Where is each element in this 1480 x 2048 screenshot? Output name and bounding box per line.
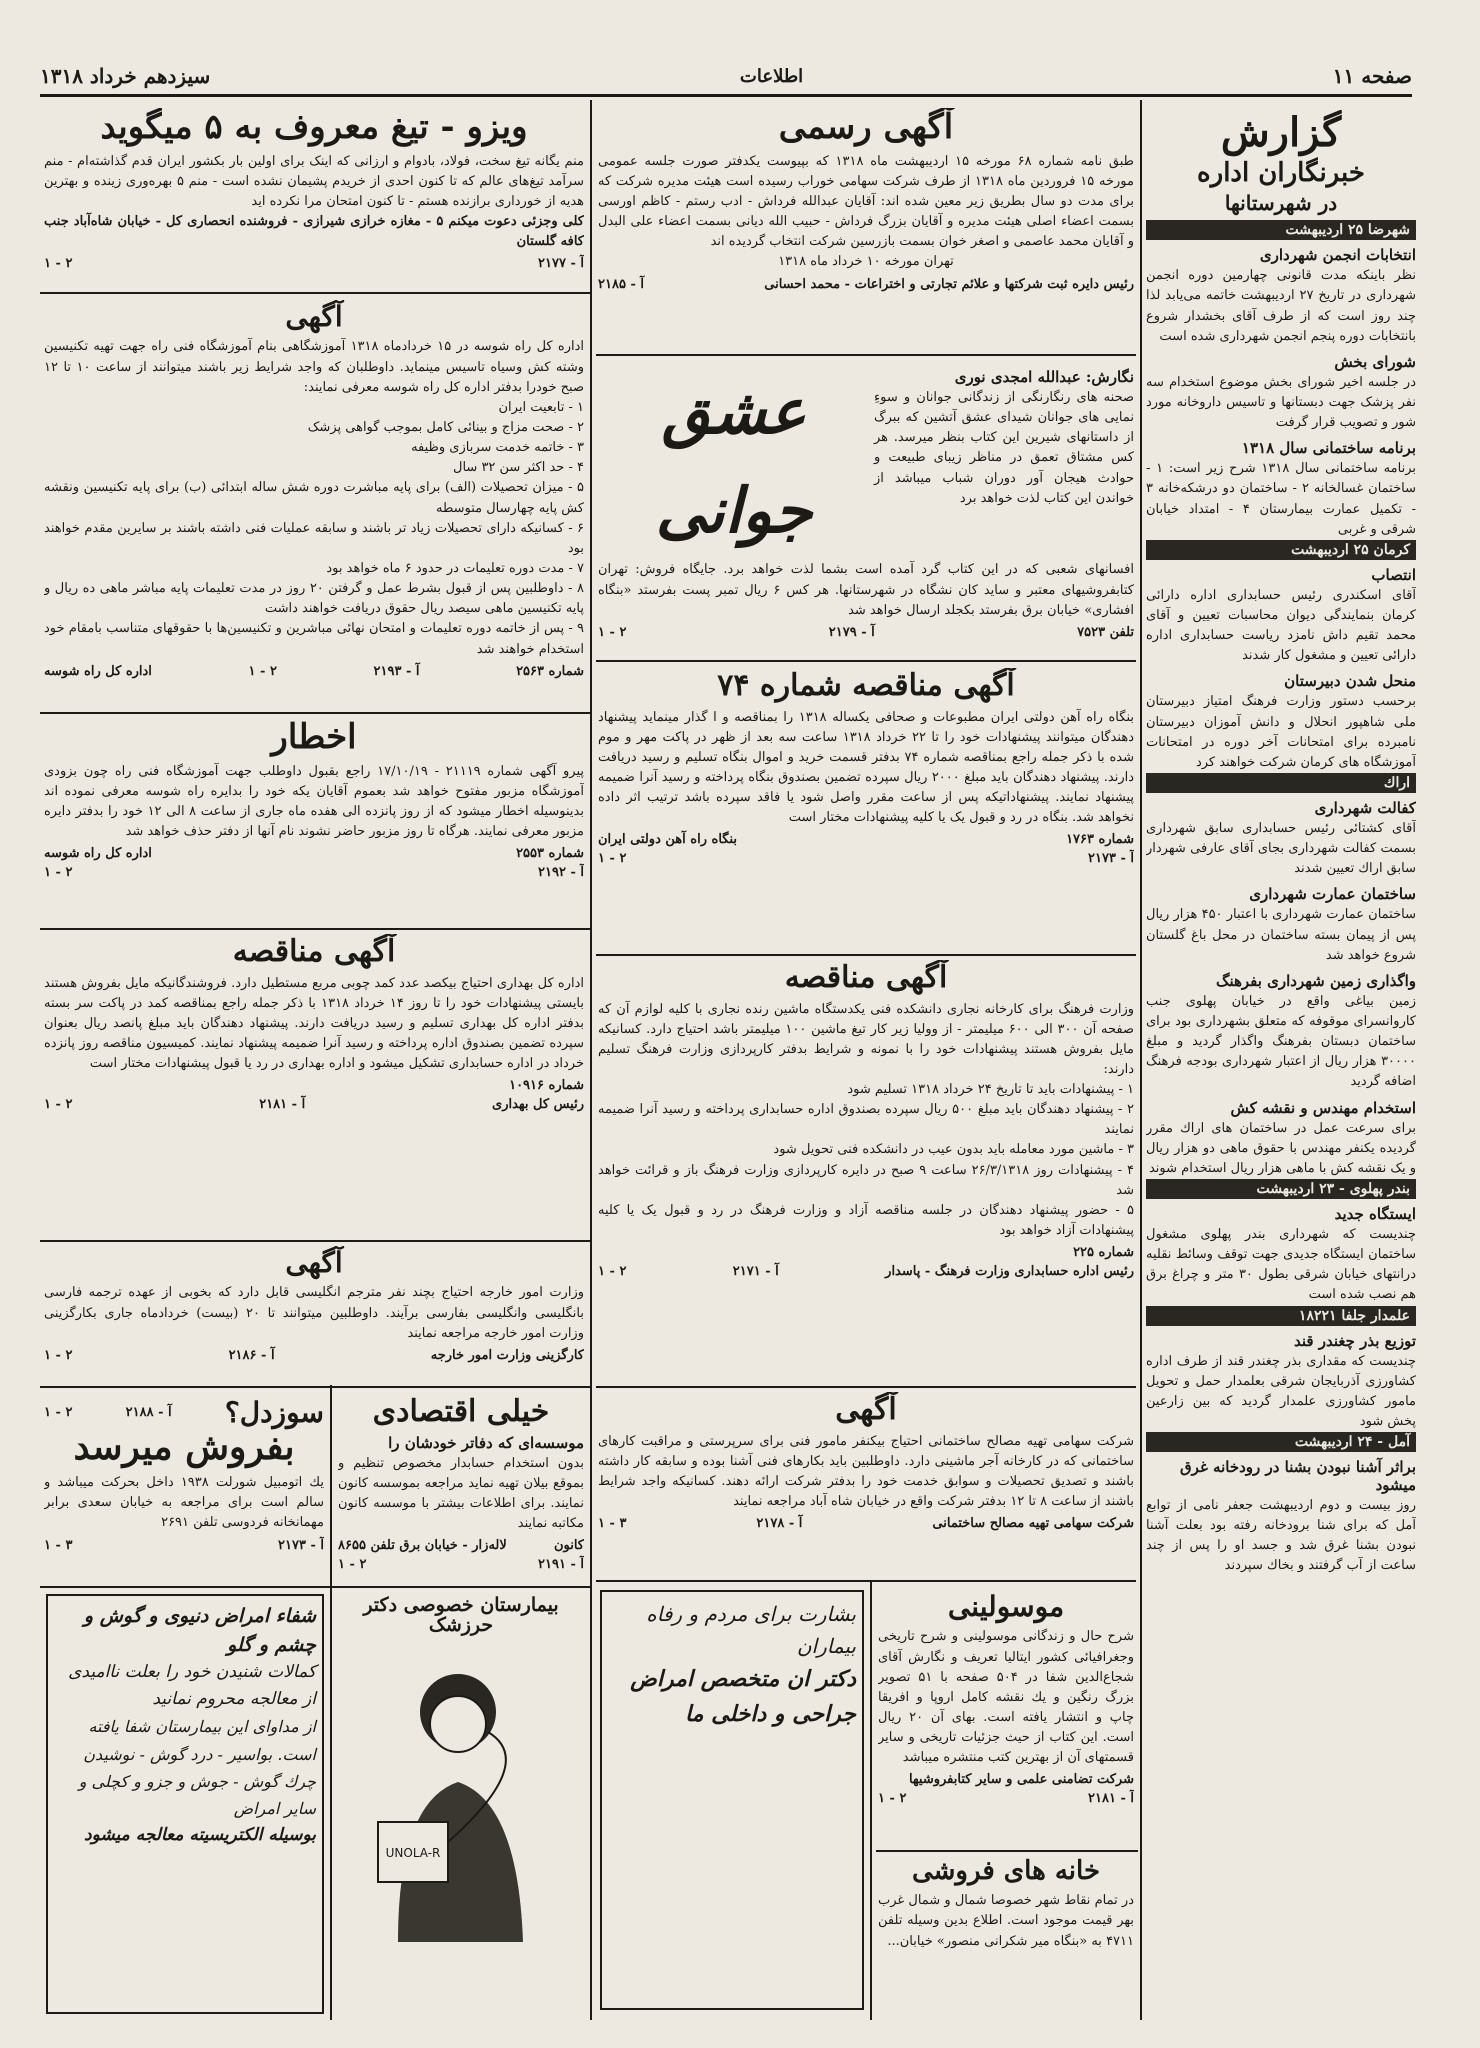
warning-signer: اداره کل راه شوسه (44, 846, 152, 862)
column-rule (590, 100, 592, 1390)
railway-signer: بنگاه راه آهن دولتی ایران (598, 832, 738, 848)
accounting-subtitle: موسسه‌ای که دفاتر خودشان را (388, 1433, 584, 1452)
ear-clinic-text: از مداوای این بیمارستان شفا یافته است. بواسیر - درد گوش - نوشیدن چرك گوش - جوش و جزو و کچلی و سایر امراض (78, 1717, 316, 1818)
book-run: ۲ - ۱ (598, 624, 627, 640)
report-section-text: برنامه ساختمانی سال ۱۳۱۸ شرح زیر است: ۱ - ساختمان غسالخانه ۲ - ساختمان دو درشکه‌خانه ۳ - تکمیل عمارت بیمارستان ۴ - امتداد خیابان شرقی و غربی (1146, 461, 1416, 537)
accounting-run: ۲ - ۱ (338, 1557, 367, 1573)
report-section-title: واگذاری زمین شهرداری بفرهنگ (1216, 971, 1416, 990)
materials-text: شرکت سهامی تهیه مصالح ساختمانی احتیاج بیکنفر مامور فنی برای سرپرستی و مراقبت کارهای ساختمانی که در کارخانه آجر ماشینی دارد. داوطلبین باید بکارهای فنی آشنا بوده و سابقه کار داشته باشند و تصدیق تحصیلات و سوابق خدمت خود را بدفتر شرکت ارائه دهند. کسانیکه واجد شرایط باشند از ساعت ۸ تا ۱۲ بدفتر شرکت واقع در خیابان شاه آباد مراجعه نمایند (598, 1433, 1134, 1509)
warning-run: ۲ - ۱ (44, 865, 73, 881)
book-author: نگارش: عبدالله امجدی نوری (954, 368, 1134, 386)
roads-item: ۵ - میزان تحصیلات (الف) برای پایه مباشرت دوره شش ساله ابتدائی (ب) برای پایه تکنیسین ونقشه کش پایه چهارسال متوسطه (44, 480, 584, 516)
book-blurb: صحنه های رنگارنگی از زندگانی جوانان و سوءِ نمایی های جوانان شیدای عشق آتشین که ببرگ از داستانهای شیرین این کتاب بنظر میرسد. هر کس مشتاق تعمق در مناظر زیبای طبیعت و حوادث هیجان آور دوران شباب میباشد از خواندن این کتاب لذت خواهد برد (874, 390, 1134, 506)
section-rule (40, 928, 590, 930)
book-distribution: افسانهای شعبی که در این کتاب گرد آمده است بشما لذت خواهد برد. جایگاه فروش: تهران کتابفروشیهای معتبر و ساید کان نشگاه در شهرستانها. هر کس ۶ ریال تمبر پست بفرستد «بنگاه افشاری» خیابان برق بفرستد بکجلد ارسال خواهد شد (598, 562, 1134, 618)
warning-number: شماره ۲۵۵۳ (516, 846, 584, 862)
ear-clinic-subslogan: کمالات شنیدن خود را بعلت ناامیدی از معالجه محروم نمانید (68, 1662, 316, 1710)
report-section-title: ایستگاه جدید (1334, 1204, 1416, 1223)
report-dateline: کرمان ۲۵ اردیبهشت (1146, 540, 1416, 560)
accounting-brand: کانون (553, 1538, 584, 1554)
foreign-code: آ - ۲۱۸۶ (228, 1347, 275, 1363)
header-page-number: صفحه ۱۱ (1332, 64, 1412, 88)
official-notice (598, 108, 1134, 348)
mussolini-text: شرح حال و زندگانی موسولینی و شرح تاریخی وجغرافیائی کشور ایتالیا تعریف و نگارش آقای شجاع‌الدین شفا در ۵۰۴ صفحه با ۵۱ تصویر بزرگ رنگین و یك نقشه کامل اروپا و افریقا چاپ و انتشار یافته است. بهای آن ۲۰ ریال است. این کتاب از حیث جزئیات تاریخی و سایر قسمتهای آن از بهترین کتب منتشره میباشد (878, 1629, 1134, 1766)
ear-clinic-slogan: شفاء امراض دنیوی و گوش و چشم و گلو (83, 1605, 316, 1656)
razor-ad (44, 108, 584, 278)
mussolini-run: ۲ - ۱ (878, 1791, 907, 1807)
railway-run: ۲ - ۱ (598, 851, 627, 867)
roads-text: اداره کل راه شوسه در ۱۵ خردادماه ۱۳۱۸ آموزشگاهی بنام آموزشگاه فنی راه جهت تهیه تکنیسین وشته کش وسیاه تاسیس مینماید. داوطلبان که واجد شرایط زیر باشند میتوانند از ساعت ۱۰ تا ۱۲ صبح خودرا بدفتر اداره کل راه شوسه معرفی نمایند: (44, 339, 584, 395)
houses-title: خانه های فروشی (911, 1856, 1101, 1886)
warning-title: اخطار (271, 718, 357, 757)
book-title: عشق جوانی (655, 375, 813, 548)
railway-tender (598, 668, 1134, 948)
culture-text: وزارت فرهنگ برای کارخانه نجاری دانشکده فنی یکدستگاه ماشین رنده نجاری با کلیه لوازم آن که صفحه آن ۳۰۰ الی ۶۰۰ میلیمتر - از وولیا زیر کار تیغ ماشین ۱۰۰ میلیمتر باشد احتیاج دارد. کسانیکه مایل بفروش هستند پیشنهادات خود را با نمونه و شرایط بدفتر کارپردازی وزارت فرهنگ تسلیم دارند: (598, 1001, 1134, 1077)
roads-title: آگهی (285, 300, 343, 333)
materials-run: ۳ - ۱ (598, 1516, 627, 1532)
mussolini-title: موسولینی (947, 1590, 1065, 1623)
roads-item: ۹ - پس از خاتمه دوره تعلیمات و امتحان نهائی مباشرین و تکنیسین‌ها با حقوقهای متناسب بامقام خود استخدام خواهند شد (44, 621, 584, 657)
roads-item: ۷ - مدت دوره تعلیمات در حدود ۶ ماه خواهد بود (326, 560, 584, 576)
official-text: طبق نامه شماره ۶۸ مورخه ۱۵ اردیبهشت ماه ۱۳۱۸ که بپیوست یکدفتر صورت جلسه عمومی مورخه ۱۵ فروردین ماه ۱۳۱۸ از طرف شرکت سهامی خوراب رسیده است هیئت مدیره شرکت که برای مدت دو سال بطریق زیر معین شده اند: آقایان عبدالله فرداش - ادب رستم - کاظم اورسی بسمت اعضاء اصلی هیئت مدیره و آقایان بزرگ فرداش - حبیب الله دیانی بسمت اعضاء علی البدل و آقایان محمد عاصمی و اصغر خوان بسمت بازرسین شرکت انتخاب گردیده اند (598, 153, 1134, 250)
section-rule (596, 660, 1136, 662)
roads-item: ۳ - خاتمه خدمت سربازی وظیفه (411, 440, 584, 456)
clinic-line-2: دکتر ان متخصص امراض جراحی و داخلی ما (630, 1666, 856, 1728)
culture-number: شماره ۲۲۵ (1073, 1245, 1134, 1261)
houses-ad (878, 1856, 1134, 2011)
railway-text: بنگاه راه آهن دولتی ایران مطبوعات و صحافی یکساله ۱۳۱۸ را بمناقصه و ا گذار مینماید پیشنهاد دهندگان میتوانند پیشنهادات خود را تا ۲۲ خرداد ۱۳۱۸ ساعت سه بعد از ظهر در پاکت مهر و موم شده با ذکر جمله راجع بمناقصه شماره ۷۴ بدفتر قسمت خرید و اموال بنگاه تسلیم و رسید دریافت دارند. پیشنهاد دهندگان باید مبلغ ۲۰۰۰ ریال سپرده تضمین بصندوق بنگاه پرداخته و رسید آنرا ضمیمه پیشنهاد نمایند. پیشنهاداتیکه پس از ساعت مقرر واصل شود یا فاقد سپرده باشد ترتیب اثر داده نخواهد شد. بنگاه در رد و قبول یک یا کلیه پیشنهادات مختار است (598, 709, 1134, 826)
roads-item: ۴ - حد اکثر سن ۳۲ سال (453, 460, 584, 476)
report-section-text: روز بیست و دوم اردیبهشت جعفر نامی از توابع آمل که برای شنا برودخانه رفته بود بعلت آشنا نبودن بشنا غرق شد و جسد او را پس از چند ساعت از آب گرفتند و بخاك سپردند (1146, 1498, 1416, 1574)
health-tender (44, 934, 584, 1234)
report-section-text: چندیست که شهرداری بندر پهلوی مشغول ساختمان ایستگاه جدیدی جهت توقف وسائط نقلیه درانتهای خیابان شرقی بطول ۳۰ متر و چراغ برق هم نصب شده است (1146, 1226, 1416, 1303)
report-section-title: شورای بخش (1334, 352, 1416, 371)
clinic-line-1: بشارت برای مردم و رفاه بیماران (646, 1602, 856, 1658)
device-label: UNOLA-R (385, 1845, 441, 1860)
report-section-text: چندیست که مقداری بذر چغندر قند از طرف اداره کشاورزی آذربایجان شرقی بعلمدار حمل و تحویل مامور کشاورزی علمدار گردید که بین زارعین پخش شود (1146, 1353, 1416, 1429)
report-dateline: آمل - ۲۴ اردیبهشت (1146, 1432, 1416, 1452)
report-dateline: شهرضا ۲۵ اردیبهشت (1146, 220, 1416, 240)
warning-text: پیرو آگهی شماره ۲۱۱۱۹ - ۱۷/۱۰/۱۹ راجع بقبول داوطلب جهت آموزشگاه فنی راه چون بزودی آموزشگاه مزبور مفتوح خواهد شد بعموم آقایان یکه خود را بدایره راه شوسه معرفی نموده اند بدینوسیله اخطار میشود که از روز پانزده الی هفده ماه جاری از ساعت ۸ الی ۱۲ خود را بدفتر دایره مزبور معرفی نمایند. هرگاه تا روز مزبور حاضر نشوند نام آنها از دفتر حذف خواهد شد (44, 763, 584, 840)
report-section-title: انتصاب (1371, 565, 1416, 584)
official-date: تهران مورخه ۱۰ خرداد ماه ۱۳۱۸ (778, 254, 954, 270)
culture-item: ۳ - ماشین مورد معامله باید بدون عیب در دانشکده فنی تحویل شود (773, 1142, 1134, 1158)
mussolini-ad (878, 1590, 1134, 1845)
razor-code: آ - ۲۱۷۷ (538, 256, 584, 272)
mussolini-seller: شرکت تضامنی علمی و سایر کتابفروشیها (908, 1772, 1134, 1788)
report-title: گزارش (1220, 110, 1342, 156)
razor-text: منم یگانه تیغ سخت، فولاد، بادوام و ارزانی که اینک برای اولین بار بکشور ایران قدم گذاشته‌ام - منم سرآمد تیغ‌های عالم که تا کنون احدی از خریدم پشیمان نشده است - منم ۵ بهره‌وری زینده و بهترین هدیه از خورداری برازنده هستم - تا کنون امتحان مرا نکرده اید (44, 153, 584, 209)
car-sale-headline: بفروش میرسد (73, 1426, 295, 1469)
report-section-title: توزیع بذر چغندر قند (1293, 1331, 1416, 1350)
roads-item: ۲ - صحت مزاج و بینائی کامل بموجب گواهی پزشک (307, 419, 584, 435)
culture-signer: رئیس اداره حسابداری وزارت فرهنگ - پاسدار (885, 1264, 1134, 1280)
header-paper-name: اطلاعات (739, 65, 804, 87)
section-rule (40, 1586, 590, 1588)
materials-title: آگهی (835, 1392, 897, 1427)
report-section-text: زمین بیاغی واقع در خیابان پهلوی جنب کاروانسرای موقوفه که متعلق بشهرداری بود برای ساختمان دبستان بفرهنگ واگذار گردید و مبلغ ۳۰۰۰۰ هزار ریال از اعتبار شهرداری بودجه فرهنگ اضافه گردید (1146, 993, 1416, 1090)
official-title: آگهی رسمی (778, 108, 954, 147)
hospital-ad (338, 1594, 584, 2014)
roads-item: ۱ - تابعیت ایران (498, 399, 584, 415)
roads-item: ۶ - کسانیکه دارای تحصیلات زیاد تر باشند و سابقه عملیات فنی داشته باشند بر سایرین مقدم خواهند بود (44, 520, 584, 556)
roads-signer: اداره کل راه شوسه (44, 663, 152, 679)
section-rule (40, 1240, 590, 1242)
report-section-text: برای سرعت عمل در ساختمان های اراك مقرر گردیده یکنفر مهندس با حقوق ماهی دو هزار ریال و یک نقشه کش با ماهی هزار ریال استخدام شوند (1146, 1120, 1416, 1176)
foreign-text: وزارت امور خارجه احتیاج بچند نفر مترجم انگلیسی قابل دارد که بخوبی از عهده ترجمه فارسی بانگلیسی وانگلیسی بفارسی برآیند. داوطلبین میتوانند تا ۲۰ (بیست) خردادماه جاری بکارگزینی وزارت امور خارجه مراجعه نمایند (44, 1285, 584, 1341)
car-sale-run-2: ۳ - ۱ (44, 1537, 73, 1553)
car-sale-title: سوزدل؟ (224, 1396, 324, 1429)
report-section-text: ساختمان عمارت شهرداری با اعتبار ۴۵۰ هزار ریال پس از پیمان بسته ساختمان در محل باغ گلستان شروع خواهد شد (1146, 907, 1416, 963)
culture-item: ۲ - پیشنهاد دهندگان باید مبلغ ۵۰۰ ریال سپرده بصندوق اداره حسابداری پرداخته و رسید آنرا ضمیمه نمایند (598, 1102, 1134, 1138)
column-rule (870, 1580, 872, 2020)
houses-text: در تمام نقاط شهر خصوصا شمال و شمال غرب بهر قیمت موجود است. اطلاع بدین وسیله تلفن ۴۷۱۱ به «بنگاه میر شکرانی منصور» خیابان... (878, 1893, 1134, 1949)
car-sale-text: یك اتومبیل شورلت ۱۹۳۸ داخل بحرکت میباشد و سالم است برای مراجعه به خیابان سعدی برابر مهمانخانه فردوسی تلفن ۲۶۹۱ (44, 1475, 324, 1531)
warning-notice (44, 718, 584, 923)
roads-code: آ - ۲۱۹۳ (373, 663, 420, 679)
warning-code: آ - ۲۱۹۲ (538, 865, 584, 881)
car-sale-ad (44, 1394, 324, 1582)
report-dateline: بندر پهلوی - ۲۳ اردیبهشت (1146, 1179, 1416, 1199)
official-signer: رئیس دایره ثبت شرکتها و علائم تجارتی و اختراعات - محمد احسانی (764, 276, 1134, 292)
accounting-address: لاله‌زار - خیابان برق تلفن ۸۶۵۵ (338, 1538, 507, 1554)
razor-title: ویزو - تیغ معروف به ۵ میگوید (100, 108, 528, 147)
car-sale-code: آ - ۲۱۸۸ (125, 1405, 172, 1421)
materials-code: آ - ۲۱۷۸ (756, 1516, 803, 1532)
report-section-text: آقای اسکندری رئیس حسابداری اداره دارائی کرمان بنمایندگی دیوان محاسبات تعیین و آقای محمد تقیم داش نامزد ریاست حسابداری اداره دارائی تعیین و مشغول کار شدند (1146, 587, 1416, 664)
roads-number: شماره ۲۵۶۳ (516, 663, 584, 679)
section-rule (596, 954, 1136, 956)
culture-title: آگهی مناقصه (784, 960, 948, 995)
section-rule (596, 354, 1136, 356)
report-section-text: آقای کشتائی رئیس حسابداری سابق شهرداری بسمت کفالت شهرداری بجای آقای عارفی شهردار سابق اراك تعیین شدند (1146, 820, 1416, 877)
ear-clinic-footer: بوسیله الکتریسیته معالجه میشود (84, 1825, 316, 1846)
column-rule (1140, 100, 1142, 2020)
report-section-title: منحل شدن دبیرستان (1284, 672, 1416, 691)
column-rule (590, 1390, 592, 2020)
culture-code: آ - ۲۱۷۱ (732, 1264, 779, 1280)
culture-item: ۵ - حضور پیشنهاد دهندگان در جلسه مناقصه آزاد و وزارت فرهنگ در رد و قبول یک یا کلیه پیشنهادات آزاد خواهد بود (598, 1202, 1134, 1239)
report-section-title: استخدام مهندس و نقشه کش (1230, 1098, 1416, 1117)
header-date: سیزدهم خرداد ۱۳۱۸ (40, 64, 211, 88)
report-dateline: علمدار جلفا ۱۸۲۲۱ (1146, 1306, 1416, 1326)
report-dateline: اراك (1146, 773, 1416, 793)
culture-run: ۲ - ۱ (598, 1264, 627, 1280)
book-phone: تلفن ۷۵۲۳ (1077, 624, 1134, 640)
accounting-text: بدون استخدام حسابدار مخصوص تنظیم و بموقع بیلان تهیه نماید مراجعه بموسسه کانون نمایند. برای اطلاعات بیشتر با موسسه کانون مکاتبه نمایند (338, 1455, 584, 1531)
roads-notice (44, 300, 584, 705)
accounting-ad (338, 1394, 584, 1582)
health-title: آگهی مناقصه (232, 934, 396, 969)
mussolini-code: آ - ۲۱۸۱ (1088, 1791, 1134, 1807)
car-sale-run: ۲ - ۱ (44, 1405, 73, 1421)
ear-clinic-ad (46, 1594, 324, 2014)
report-section-title: برنامه ساختمانی سال ۱۳۱۸ (1241, 439, 1416, 458)
foreign-run: ۲ - ۱ (44, 1347, 73, 1363)
foreign-ministry-notice (44, 1246, 584, 1381)
railway-title: آگهی مناقصه شماره ۷۴ (717, 668, 1015, 703)
materials-signer: شرکت سهامی تهیه مصالح ساختمانی (932, 1516, 1134, 1532)
report-section-text: در جلسه اخیر شورای بخش موضوع استخدام سه نفر پزشک جهت دبستانها و تاسیس داروخانه مورد شور و تصویب قرار گرفت (1146, 374, 1416, 431)
report-section-title: براثر آشنا نبودن بشنا در رودخانه غرق میشود (1180, 1458, 1416, 1495)
health-text: اداره کل بهداری احتیاج بیکصد عدد کمد چوبی مربع مستطیل دارد. فروشندگانیکه مایل بفروش هستند بایستی پیشنهادات خود را تا روز ۱۴ خرداد ۱۳۱۸ با ذکر جمله راجع بمناقصه کمد در پاکت سر بسته بدفتر اداره کل بهداری تسلیم و رسید دریافت دارند. پیشنهاد دهندگان باید مبلغ پانصد ریال بعنوان سپرده تضمین بصندوق اداره پرداخته و رسید آنرا ضمیمه پیشنهاد نمایند. کمیسیون مناقصه روز پانزده خرداد در اداره حسابداری تشکیل میشود و اداره بهداری در رد یا قبول پیشنهادات مختار است (44, 975, 584, 1072)
report-section-title: ساختمان عمارت شهرداری (1249, 885, 1416, 904)
razor-seller: کلی وجزئی دعوت میکنم ۵ - مغازه خرازی شیرازی - فروشنده انحصاری کل - خیابان شاه‌آباد جنب کافه گلستان (44, 214, 584, 250)
column-rule (330, 1385, 332, 2020)
section-rule (596, 1386, 1136, 1388)
railway-number: شماره ۱۷۶۳ (1066, 832, 1134, 848)
roads-item: ۸ - داوطلبین پس از قبول بشرط عمل و گرفتن ۲۰ روز در مدت تعلیمات پایه مباشر ماهی ده ریال و پایه تکنیسین ماهی سیصد ریال حقوق دریافت خواهند داشت (44, 581, 584, 617)
razor-run: ۲ - ۱ (44, 256, 73, 272)
clinic-ad (600, 1590, 864, 2010)
report-subtitle: خبرنگاران اداره (1197, 158, 1365, 188)
official-code: آ - ۲۱۸۵ (598, 276, 644, 292)
health-signer: رئیس کل بهداری (492, 1097, 584, 1113)
report-section-text: نظر باینکه مدت قانونی چهارمین دوره انجمن شهرداری در تاریخ ۲۷ اردیبهشت خاتمه می‌یابد لذا چند روز است که از طرف آقای بخشدار شروع بانتخابات دوره پنجم انجمن شهرداری شده است (1146, 268, 1416, 344)
section-rule (40, 712, 590, 714)
roads-run: ۲ - ۱ (248, 663, 277, 679)
section-rule (40, 292, 590, 294)
regional-report (1146, 110, 1416, 2010)
report-subtitle-2: در شهرستانها (1224, 191, 1338, 216)
report-section-title: انتخابات انجمن شهرداری (1259, 246, 1416, 265)
health-run: ۲ - ۱ (44, 1097, 73, 1113)
section-rule (876, 1850, 1138, 1852)
page-header (40, 58, 1412, 97)
car-sale-code-2: آ - ۲۱۷۳ (278, 1537, 324, 1553)
culture-tender (598, 960, 1134, 1380)
face-shape (430, 1696, 486, 1752)
book-code: آ - ۲۱۷۹ (828, 624, 875, 640)
hospital-title: بیمارستان خصوصی دکتر حرزشک (363, 1594, 559, 1636)
book-ad-love (598, 362, 1134, 652)
health-code: آ - ۲۱۸۱ (259, 1097, 306, 1113)
woman-listening-illustration (338, 1642, 584, 1942)
foreign-signer: کارگزینی وزارت امور خارجه (430, 1347, 584, 1363)
culture-item: ۱ - پیشنهادات باید تا تاریخ ۲۴ خرداد ۱۳۱۸ تسلیم شود (847, 1082, 1134, 1098)
materials-notice (598, 1392, 1134, 1577)
railway-code: آ - ۲۱۷۳ (1088, 851, 1134, 867)
foreign-title: آگهی (285, 1246, 343, 1279)
accounting-title: خیلی اقتصادی (372, 1394, 550, 1429)
culture-item: ۴ - پیشنهادات روز ۲۶/۳/۱۳۱۸ ساعت ۹ صبح در دایره کارپردازی وزارت فرهنگ باز و قرائت خواهد شد (598, 1162, 1134, 1198)
report-section-text: برحسب دستور وزارت فرهنگ امتیاز دبیرستان ملی شاهپور انحلال و دانش آموزان دبیرستان نامبرده برای امتحانات آخر دوره در امتحانات آموزشگاه های کرمان شرکت خواهند کرد (1146, 694, 1416, 770)
report-section-title: کفالت شهرداری (1314, 798, 1416, 817)
health-number: شماره ۱۰۹۱۶ (509, 1078, 584, 1094)
section-rule (40, 1386, 590, 1388)
section-rule (596, 1580, 1136, 1582)
accounting-code: آ - ۲۱۹۱ (538, 1557, 584, 1573)
